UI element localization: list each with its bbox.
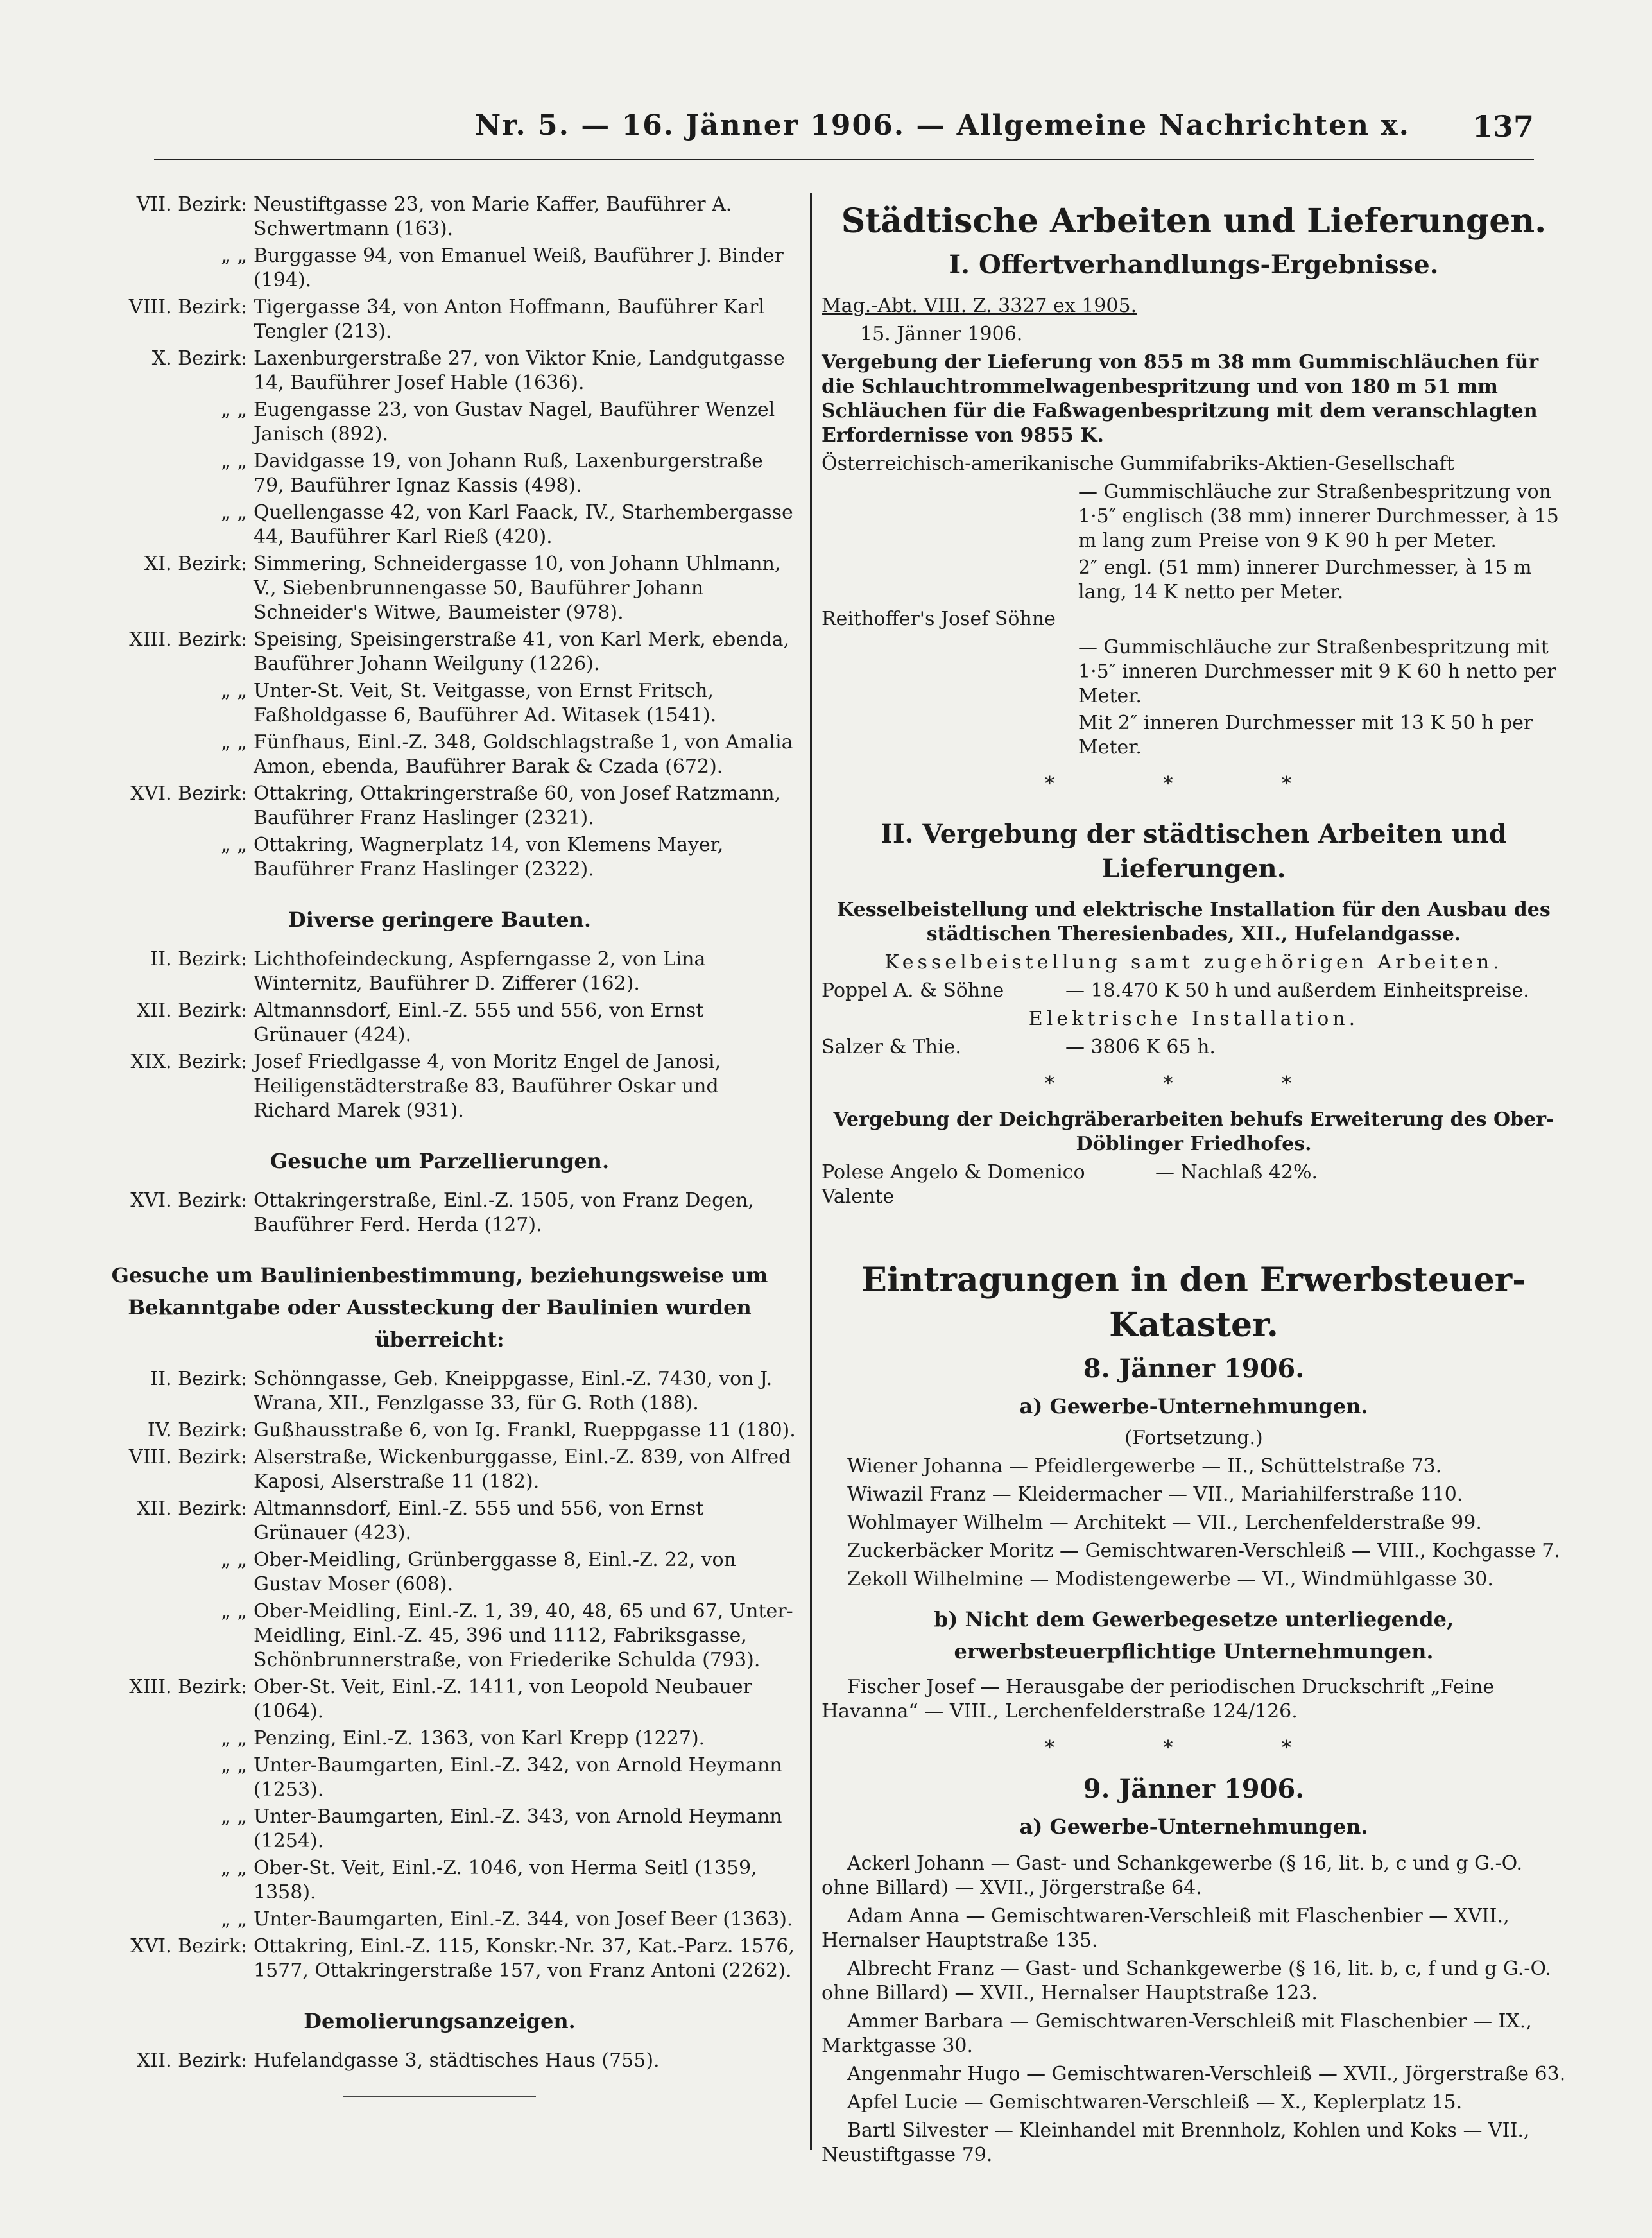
entry <box>83 1907 796 1932</box>
entry-bezirk: „ „ <box>221 1600 247 1623</box>
list-item: 2″ engl. (51 mm) innerer Durchmesser, à 15 m lang, 14 K netto per Meter. <box>1078 556 1532 603</box>
entry-text: Ober-St. Veit, Einl.-Z. 1046, von Herma Seitl (1359, 1358). <box>254 1857 757 1904</box>
entry <box>83 2049 796 2073</box>
section1-firm2: Reithoffer's Josef Söhne <box>822 608 1056 630</box>
entry <box>83 193 796 241</box>
section1-firm1-detail <box>822 480 1566 605</box>
entry-bezirk: VIII. Bezirk: <box>128 1446 247 1468</box>
entry-text: Altmannsdorf, Einl.-Z. 555 und 556, von Ernst Grünauer (423). <box>254 1497 704 1544</box>
a1-items <box>822 1454 1566 1592</box>
list-item: Angenmahr Hugo — Gemischtwaren-Verschleiß — XVII., Jörgerstraße 63. <box>847 2063 1566 2085</box>
section2-heading: II. Vergebung der städtischen Arbeiten und Lieferungen. <box>881 819 1507 884</box>
section2-sub2: Elektrische Installation. <box>1028 1008 1359 1030</box>
entry-bezirk: „ „ <box>221 245 247 267</box>
entry-bezirk: „ „ <box>221 731 247 753</box>
section2-intro2: Vergebung der Deichgräberarbeiten behufs Erweiterung des Ober-Döblinger Friedhofes. <box>833 1108 1554 1155</box>
entry <box>83 1445 796 1494</box>
section1-reference: Mag.-Abt. VIII. Z. 3327 ex 1905. <box>822 295 1137 317</box>
row3-text: — Nachlaß 42%. <box>1155 1161 1318 1184</box>
entry-bezirk: XIII. Bezirk: <box>129 1676 247 1698</box>
entry <box>83 501 796 549</box>
entry-text: Penzing, Einl.-Z. 1363, von Karl Krepp (1227). <box>254 1727 705 1750</box>
entry-bezirk: „ „ <box>221 1805 247 1828</box>
entry-text: Lichthofeindeckung, Aspferngasse 2, von Lina Winternitz, Bauführer D. Zifferer (162). <box>254 948 706 995</box>
entry-text: Davidgasse 19, von Johann Ruß, Laxenburgerstraße 79, Bauführer Ignaz Kassis (498). <box>254 450 763 497</box>
entry-bezirk: „ „ <box>221 680 247 702</box>
entry-text: Ober-Meidling, Einl.-Z. 1, 39, 40, 48, 65 und 67, Unter-Meidling, Einl.-Z. 45, 396 und 1112, Fabriksgasse, Schönbrunnerstraße, von Friederike Schulda (793). <box>254 1600 793 1671</box>
list-item: Adam Anna — Gemischtwaren-Verschleiß mit Flaschenbier — XVII., Hernalser Hauptstraße 135. <box>822 1905 1510 1952</box>
entry <box>83 1726 796 1751</box>
entry-text: Ottakring, Ottakringerstraße 60, von Josef Ratzmann, Bauführer Franz Haslinger (2321). <box>254 782 781 829</box>
entry-bezirk: IV. Bezirk: <box>147 1419 247 1442</box>
row1-firm: Poppel A. & Söhne <box>822 979 1004 1002</box>
entry-text: Ober-St. Veit, Einl.-Z. 1411, von Leopold Neubauer (1064). <box>254 1676 753 1723</box>
section2-row1 <box>822 979 1566 1003</box>
entry <box>83 244 796 293</box>
entry <box>83 1675 796 1724</box>
entry <box>83 1050 796 1123</box>
entry <box>83 1497 796 1545</box>
separator-stars-2: * * * <box>1044 1072 1343 1095</box>
list-item: Apfel Lucie — Gemischtwaren-Verschleiß — X., Keplerplatz 15. <box>847 2091 1463 2113</box>
a1-heading: a) Gewerbe-Unternehmungen. <box>1019 1394 1368 1418</box>
entry-bezirk: „ „ <box>221 1727 247 1750</box>
entry-bezirk: XI. Bezirk: <box>144 553 247 575</box>
entry-text: Unter-Baumgarten, Einl.-Z. 344, von Josef Beer (1363). <box>254 1908 793 1931</box>
entry-text: Eugengasse 23, von Gustav Nagel, Bauführer Wenzel Janisch (892). <box>254 399 775 445</box>
entry-bezirk: X. Bezirk: <box>151 347 247 370</box>
section1-firm2-detail <box>822 635 1566 760</box>
section1-heading: I. Offertverhandlungs-Ergebnisse. <box>949 250 1439 280</box>
section2-row2 <box>822 1035 1566 1060</box>
section1-intro: Vergebung der Lieferung von 855 m 38 mm Gummischläuchen für die Schlauchtrommelwagenbespritzung und von 180 m 51 mm Schläuchen für die Faßwagenbespritzung mit dem veranschlagten Erfordernisse von 9855 K. <box>822 351 1539 447</box>
list-item: Wiener Johanna — Pfeidlergewerbe — II., Schüttelstraße 73. <box>847 1455 1442 1477</box>
entry-text: Schönngasse, Geb. Kneippgasse, Einl.-Z. 7430, von J. Wrana, XII., Fenzlgasse 33, für G. Roth (188). <box>254 1368 773 1415</box>
header-rule <box>154 159 1534 160</box>
entry-bezirk: VII. Bezirk: <box>136 193 247 216</box>
list-item: Albrecht Franz — Gast- und Schankgewerbe (§ 16, lit. b, c, f und g G.-O. ohne Billard) — XVII., Hernalser Hauptstraße 123. <box>822 1958 1551 2004</box>
entries-demolierung <box>83 2049 796 2073</box>
entries-parzellierungen <box>83 1189 796 1237</box>
entry-bezirk: XIII. Bezirk: <box>129 628 247 651</box>
entry-bezirk: VIII. Bezirk: <box>128 296 247 318</box>
entry <box>83 999 796 1047</box>
list-item: Zekoll Wilhelmine — Modistengewerbe — VI., Windmühlgasse 30. <box>847 1568 1493 1590</box>
entry-text: Unter-Baumgarten, Einl.-Z. 343, von Arnold Heymann (1254). <box>254 1805 782 1852</box>
section2-row3 <box>822 1160 1566 1209</box>
list-item: Fischer Josef — Herausgabe der periodischen Druckschrift „Feine Havanna“ — VIII., Lerchenfelderstraße 124/126. <box>822 1676 1495 1723</box>
entry <box>83 1367 796 1416</box>
a2-heading: a) Gewerbe-Unternehmungen. <box>1019 1814 1368 1839</box>
entry-text: Speising, Speisingerstraße 41, von Karl Merk, ebenda, Bauführer Johann Weilguny (1226). <box>254 628 790 675</box>
entry-text: Neustiftgasse 23, von Marie Kaffer, Bauführer A. Schwertmann (163). <box>254 193 732 240</box>
entry-bezirk: XVI. Bezirk: <box>130 1935 247 1958</box>
entry-text: Tigergasse 34, von Anton Hoffmann, Bauführer Karl Tengler (213). <box>254 296 764 343</box>
entry-bezirk: „ „ <box>221 450 247 472</box>
entry-bezirk: XVI. Bezirk: <box>130 1189 247 1212</box>
entry-bezirk: XVI. Bezirk: <box>130 782 247 805</box>
entry-text: Unter-St. Veit, St. Veitgasse, von Ernst Fritsch, Faßholdgasse 6, Bauführer Ad. Witasek (1541). <box>254 680 717 727</box>
page-header <box>154 103 1534 148</box>
list-item: Wiwazil Franz — Kleidermacher — VII., Mariahilferstraße 110. <box>847 1483 1463 1506</box>
list-item: — Gummischläuche zur Straßenbespritzung von 1·5″ englisch (38 mm) innerer Durchmesser, à 15 m lang zum Preise von 9 K 90 h per Meter. <box>1078 481 1559 552</box>
entry <box>83 782 796 831</box>
separator-stars-3: * * * <box>1044 1737 1343 1759</box>
entry-text: Ober-Meidling, Grünberggasse 8, Einl.-Z. 22, von Gustav Moser (608). <box>254 1549 736 1596</box>
page-number: 137 <box>1472 109 1534 144</box>
entry <box>83 449 796 498</box>
entry-text: Laxenburgerstraße 27, von Viktor Knie, Landgutgasse 14, Bauführer Josef Hable (1636). <box>254 347 785 394</box>
heading-diverse: Diverse geringere Bauten. <box>288 908 591 932</box>
entry-text: Unter-Baumgarten, Einl.-Z. 342, von Arnold Heymann (1253). <box>254 1754 782 1801</box>
entry-text: Quellengasse 42, von Karl Faack, IV., Starhembergasse 44, Bauführer Karl Rieß (420). <box>254 501 793 548</box>
entry <box>83 1934 796 1983</box>
date2: 9. Jänner 1906. <box>1083 1774 1305 1804</box>
row1-text: — 18.470 K 50 h und außerdem Einheitspreise. <box>1065 979 1529 1002</box>
row2-text: — 3806 K 65 h. <box>1065 1036 1216 1058</box>
spacer <box>822 1213 1566 1252</box>
entry <box>83 1753 796 1802</box>
list-item: Wohlmayer Wilhelm — Architekt — VII., Lerchenfelderstraße 99. <box>847 1511 1482 1534</box>
a1-continuation: (Fortsetzung.) <box>1124 1427 1263 1449</box>
section1-date: 15. Jänner 1906. <box>860 323 1023 345</box>
entry-text: Ottakring, Einl.-Z. 115, Konskr.-Nr. 37, Kat.-Parz. 1576, 1577, Ottakringerstraße 157, von Franz Antoni (2262). <box>254 1935 795 1982</box>
separator-stars: * * * <box>1044 773 1343 795</box>
entries-baulinien <box>83 1367 796 1983</box>
entry-text: Alserstraße, Wickenburggasse, Einl.-Z. 839, von Alfred Kaposi, Alserstraße 11 (182). <box>254 1446 791 1493</box>
row3-firm: Polese Angelo & Domenico Valente <box>822 1161 1085 1208</box>
entry-bezirk: XII. Bezirk: <box>137 2049 247 2072</box>
entry-text: Gußhausstraße 6, von Ig. Frankl, Rueppgasse 11 (180). <box>254 1419 796 1442</box>
entry <box>83 1599 796 1673</box>
entry-bezirk: „ „ <box>221 1754 247 1777</box>
heading-demolierung: Demolierungsanzeigen. <box>304 2009 576 2033</box>
list-item: Ammer Barbara — Gemischtwaren-Verschleiß mit Flaschenbier — IX., Marktgasse 30. <box>822 2010 1532 2057</box>
a2-items <box>822 1852 1566 2167</box>
end-rule <box>343 2096 536 2097</box>
entry <box>83 947 796 996</box>
section2-intro: Kesselbeistellung und elektrische Installation für den Ausbau des städtischen Theresienbades, XII., Hufelandgasse. <box>837 899 1551 945</box>
entry <box>83 730 796 779</box>
date1: 8. Jänner 1906. <box>1083 1354 1305 1384</box>
entry-bezirk: „ „ <box>221 1908 247 1931</box>
entry-text: Josef Friedlgasse 4, von Moritz Engel de Janosi, Heiligenstädterstraße 83, Bauführer Oskar und Richard Marek (931). <box>254 1051 721 1122</box>
list-item: — Gummischläuche zur Straßenbespritzung mit 1·5″ inneren Durchmesser mit 9 K 60 h netto per Meter. <box>1078 636 1556 707</box>
entry-text: Fünfhaus, Einl.-Z. 348, Goldschlagstraße 1, von Amalia Amon, ebenda, Bauführer Barak & Czada (672). <box>254 731 793 778</box>
entry-text: Ottakringerstraße, Einl.-Z. 1505, von Franz Degen, Bauführer Ferd. Herda (127). <box>254 1189 754 1236</box>
entry-text: Burggasse 94, von Emanuel Weiß, Bauführer J. Binder (194). <box>254 245 784 291</box>
entry <box>83 1418 796 1443</box>
list-item: Bartl Silvester — Kleinhandel mit Brennholz, Kohlen und Koks — VII., Neustiftgasse 79. <box>822 2119 1530 2166</box>
entry <box>83 295 796 344</box>
list-item: Ackerl Johann — Gast- und Schankgewerbe (§ 16, lit. b, c und g G.-O. ohne Billard) — XVII., Jörgerstraße 64. <box>822 1852 1523 1899</box>
section2-sub1: Kesselbeistellung samt zugehörigen Arbeiten. <box>884 951 1503 974</box>
entry-bezirk: „ „ <box>221 1549 247 1571</box>
b1-items <box>822 1675 1566 1724</box>
entry-text: Hufelandgasse 3, städtisches Haus (755). <box>254 2049 660 2072</box>
list-item: Mit 2″ inneren Durchmesser mit 13 K 50 h per Meter. <box>1078 712 1533 759</box>
column-divider <box>810 193 812 2150</box>
entry <box>83 1856 796 1905</box>
entry-bezirk: „ „ <box>221 399 247 421</box>
entry <box>83 833 796 882</box>
entry-text: Ottakring, Wagnerplatz 14, von Klemens Mayer, Bauführer Franz Haslinger (2322). <box>254 834 724 881</box>
entry-bezirk: „ „ <box>221 1857 247 1879</box>
entry-bezirk: XII. Bezirk: <box>137 1497 247 1520</box>
entry-bezirk: „ „ <box>221 834 247 856</box>
entry-bezirk: „ „ <box>221 501 247 524</box>
entry-bezirk: II. Bezirk: <box>150 1368 247 1390</box>
right-column <box>822 193 1566 2171</box>
heading-parzellierungen: Gesuche um Parzellierungen. <box>270 1149 610 1173</box>
entry-bezirk: XII. Bezirk: <box>137 999 247 1022</box>
section1-firm1: Österreichisch-amerikanische Gummifabriks-Aktien-Gesellschaft <box>822 452 1454 475</box>
left-column <box>83 193 796 2097</box>
entry <box>83 398 796 447</box>
entry-text: Simmering, Schneidergasse 10, von Johann Uhlmann, V., Siebenbrunnengasse 50, Bauführer Johann Schneider's Witwe, Baumeister (978). <box>254 553 781 624</box>
entries-diverse <box>83 947 796 1123</box>
entry <box>83 347 796 395</box>
main-heading: Städtische Arbeiten und Lieferungen. <box>841 202 1547 241</box>
entry-text: Altmannsdorf, Einl.-Z. 555 und 556, von Ernst Grünauer (424). <box>254 999 704 1046</box>
entry <box>83 552 796 625</box>
kataster-heading: Eintragungen in den Erwerbsteuer-Kataster. <box>861 1261 1526 1345</box>
heading-baulinien: Gesuche um Baulinienbestimmung, beziehungsweise um Bekanntgabe oder Aussteckung der Baulinien wurden überreicht: <box>111 1263 768 1352</box>
row2-firm: Salzer & Thie. <box>822 1036 961 1058</box>
entry <box>83 1805 796 1854</box>
header-title: Nr. 5. — 16. Jänner 1906. — Allgemeine Nachrichten x. <box>475 109 1410 142</box>
entry <box>83 1548 796 1597</box>
entry-bezirk: XIX. Bezirk: <box>130 1051 247 1073</box>
entries-building-permits <box>83 193 796 882</box>
entry <box>83 679 796 728</box>
list-item: Zuckerbäcker Moritz — Gemischtwaren-Verschleiß — VIII., Kochgasse 7. <box>847 1540 1560 1562</box>
entry <box>83 628 796 676</box>
entry-bezirk: II. Bezirk: <box>150 948 247 970</box>
b1-heading: b) Nicht dem Gewerbegesetze unterliegende, erwerbsteuerpflichtige Unternehmungen. <box>933 1607 1454 1664</box>
entry <box>83 1189 796 1237</box>
